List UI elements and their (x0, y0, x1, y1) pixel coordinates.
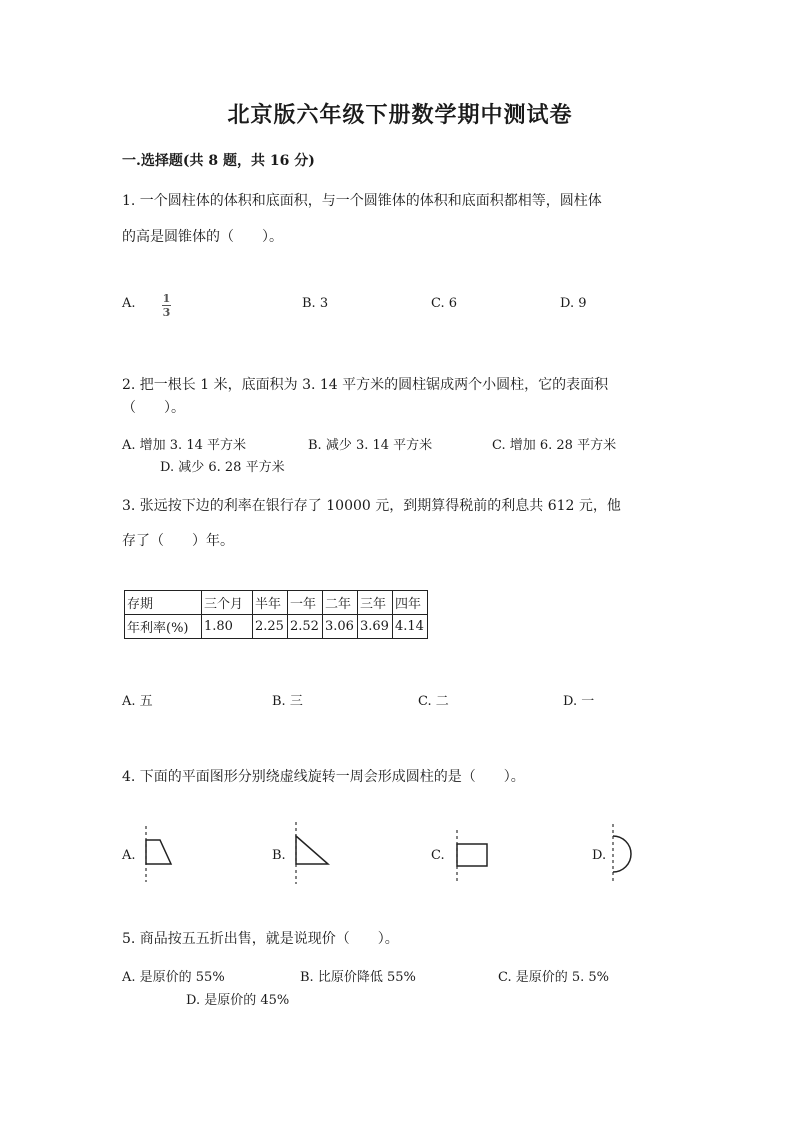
triangle-figure (288, 820, 338, 886)
table-cell: 三年 (358, 591, 393, 615)
rectangle-figure (450, 828, 500, 884)
q1-option-a-fraction (162, 287, 171, 318)
table-cell: 存期 (125, 591, 202, 615)
q1-option-c: C. 6 (431, 296, 458, 311)
table-cell: 一年 (288, 591, 323, 615)
question-3-line-1: 3. 张远按下边的利率在银行存了 10000 元，到期算得税前的利息共 612 元，他 (122, 498, 621, 514)
trapezoid-figure (140, 824, 180, 884)
table-cell: 2.25 (253, 615, 288, 639)
fraction-denominator: 3 (162, 306, 171, 319)
q2-option-d: D. 减少 6. 28 平方米 (160, 460, 285, 475)
table-cell: 年利率(%) (125, 615, 202, 639)
question-5-line-1: 5. 商品按五五折出售，就是说现价（ ）。 (122, 931, 399, 947)
question-1-line-2: 的高是圆锥体的（ ）。 (122, 229, 283, 245)
table-cell: 4.14 (393, 615, 428, 639)
table-cell: 半年 (253, 591, 288, 615)
table-cell: 3.06 (323, 615, 358, 639)
semicircle-shape (613, 836, 631, 872)
q3-option-a: A. 五 (122, 694, 153, 709)
q2-option-a: A. 增加 3. 14 平方米 (122, 438, 246, 453)
page-title: 北京版六年级下册数学期中测试卷 (227, 102, 573, 128)
q3-option-d: D. 一 (563, 694, 595, 709)
q5-option-c: C. 是原价的 5. 5% (498, 970, 610, 985)
table-header-row (125, 591, 428, 615)
interest-rate-table (124, 590, 428, 639)
question-1-line-1: 1. 一个圆柱体的体积和底面积，与一个圆锥体的体积和底面积都相等，圆柱体 (122, 193, 602, 209)
rectangle-shape (457, 844, 487, 866)
table-cell: 二年 (323, 591, 358, 615)
q4-option-a-label: A. (122, 848, 136, 863)
section-heading: 一.选择题(共 8 题，共 16 分) (122, 153, 315, 169)
right-trapezoid-shape (146, 840, 171, 864)
table-cell: 3.69 (358, 615, 393, 639)
question-2-line-2: （ ）。 (122, 400, 185, 416)
table-row (125, 615, 428, 639)
question-3-line-2: 存了（ ）年。 (122, 533, 234, 549)
semicircle-figure (606, 822, 646, 886)
q1-option-d: D. 9 (560, 296, 587, 311)
table-cell: 三个月 (202, 591, 253, 615)
table-cell: 四年 (393, 591, 428, 615)
q4-option-c-label: C. (431, 848, 445, 863)
q5-option-b: B. 比原价降低 55% (300, 970, 416, 985)
q2-option-b: B. 减少 3. 14 平方米 (308, 438, 433, 453)
q3-option-c: C. 二 (418, 694, 449, 709)
q4-option-b-label: B. (272, 848, 286, 863)
q1-option-b: B. 3 (302, 296, 329, 311)
q4-option-d-label: D. (592, 848, 607, 863)
table-cell: 1.80 (202, 615, 253, 639)
q3-option-b: B. 三 (272, 694, 303, 709)
q1-option-a-label: A. (122, 296, 136, 311)
question-2-line-1: 2. 把一根长 1 米，底面积为 3. 14 平方米的圆柱锯成两个小圆柱，它的表面积 (122, 377, 609, 393)
question-4-line-1: 4. 下面的平面图形分别绕虚线旋转一周会形成圆柱的是（ ）。 (122, 769, 525, 785)
q5-option-d: D. 是原价的 45% (186, 993, 290, 1008)
fraction-numerator: 1 (162, 292, 171, 305)
q5-option-a: A. 是原价的 55% (122, 970, 225, 985)
q2-option-c: C. 增加 6. 28 平方米 (492, 438, 617, 453)
table-cell: 2.52 (288, 615, 323, 639)
right-triangle-shape (296, 836, 328, 864)
